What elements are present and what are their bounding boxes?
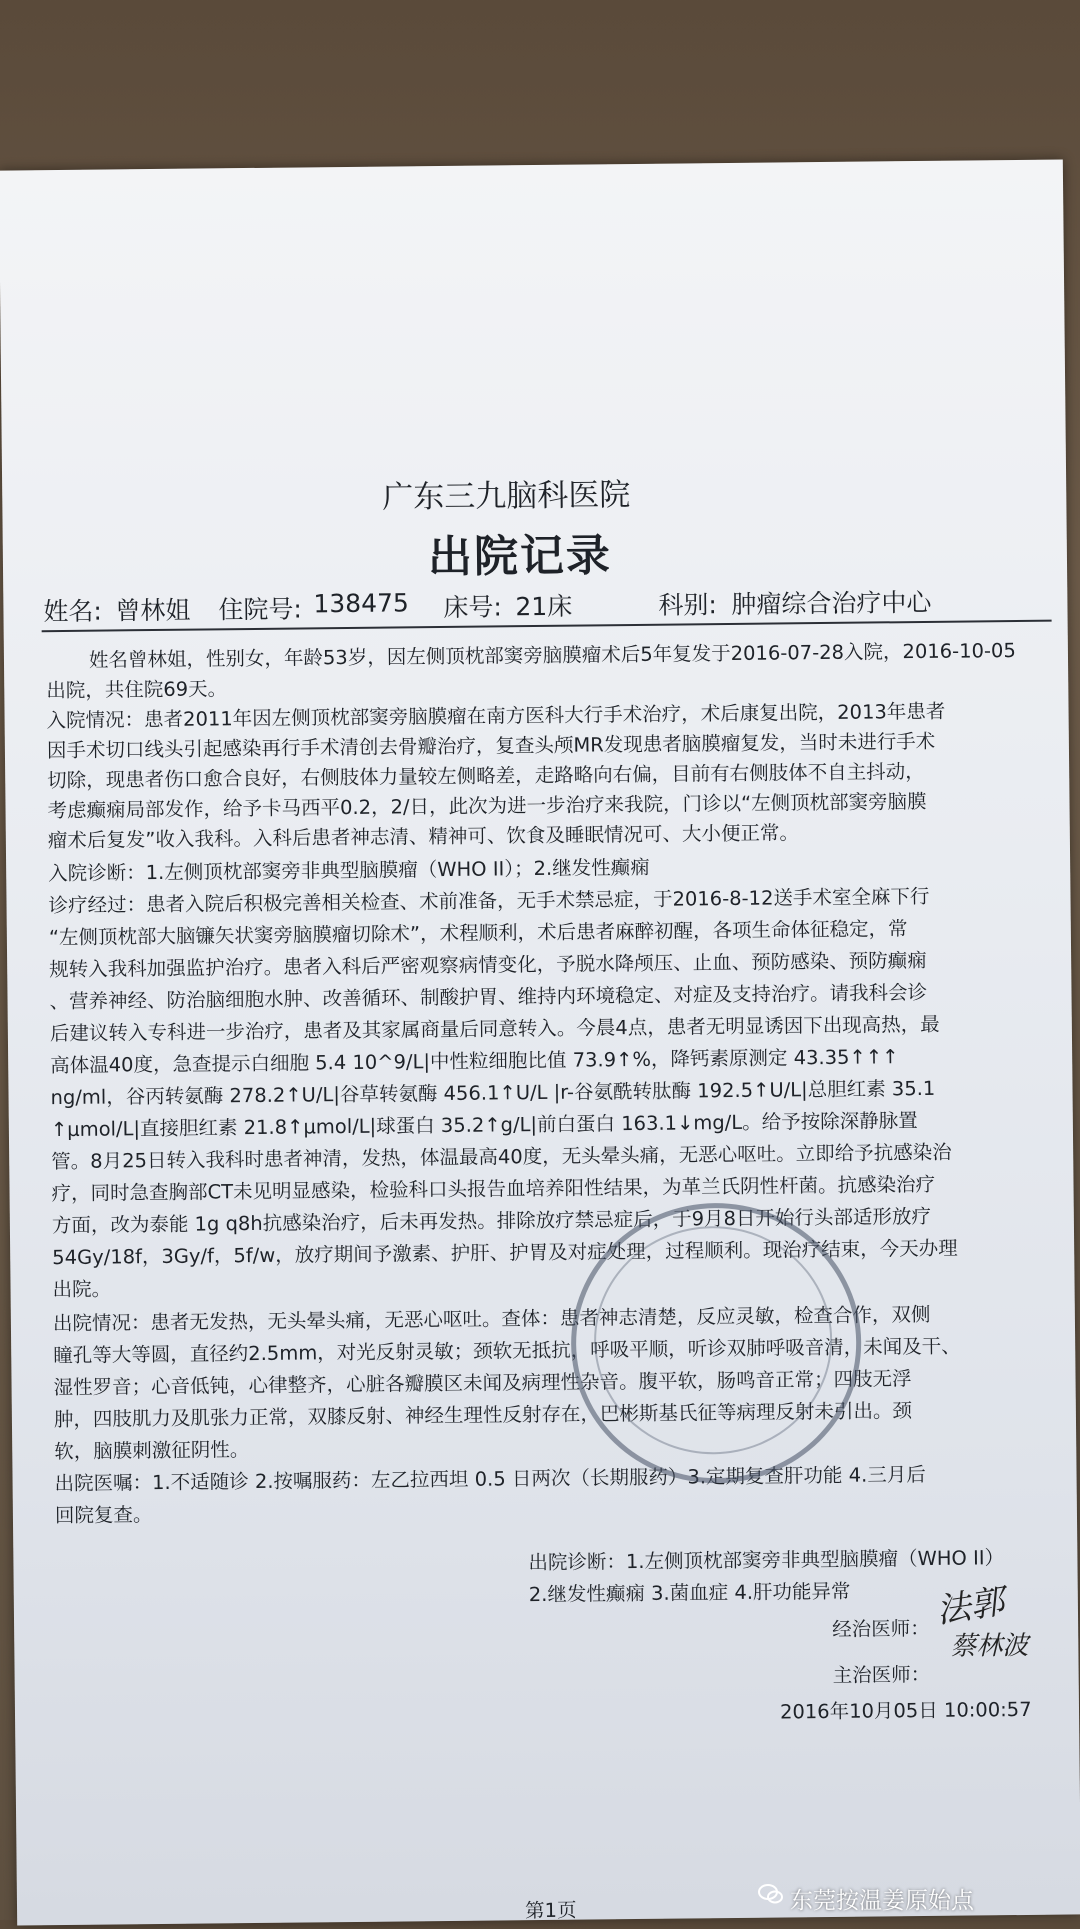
body-line: 入院情况：患者2011年因左侧顶枕部窦旁脑膜瘤在南方医科大行手术治疗，术后康复出院，2013年患者	[46, 699, 946, 733]
discharge-diagnosis-line1: 出院诊断：1.左侧顶枕部窦旁非典型脑膜瘤（WHO II）	[528, 1546, 1005, 1575]
chief-label: 主治医师：	[832, 1662, 931, 1687]
body-line: 肿，四肢肌力及肌张力正常，双膝反射、神经生理性反射存在，巴彬斯基氏征等病理反射未引出。颈	[53, 1399, 913, 1432]
hospital-seal	[570, 1202, 863, 1485]
body-line: 入院诊断：1.左侧顶枕部窦旁非典型脑膜瘤（WHO II）；2.继发性癫痫	[48, 855, 650, 886]
discharge-diagnosis-line2: 2.继发性癫痫 3.菌血症 4.肝功能异常	[528, 1579, 851, 1607]
body-line: 、营养神经、防治脑细胞水肿、改善循环、制酸护胃、维持内环境稳定、对症及支持治疗。请我科会诊	[49, 980, 928, 1014]
body-line: 软，脑膜刺激征阴性。	[54, 1438, 250, 1464]
body-line: 后建议转入专科进一步治疗，患者及其家属商量后同意转入。今晨4点，患者无明显诱因下出现高热，最	[49, 1012, 940, 1046]
body-line: 姓名曾林姐，性别女，年龄53岁，因左侧顶枕部窦旁脑膜瘤术后5年复发于2016-07-28入院，2016-10-05	[88, 638, 1016, 672]
body-line: 54Gy/18f，3Gy/f，5f/w，放疗期间予激素、护肝、护胃及对症处理，过程顺利。现治疗结束，今天办理	[52, 1236, 958, 1270]
watermark: 东莞按温姜原始点	[790, 1888, 974, 1914]
body-line: 湿性罗音；心音低钝，心律整齐，心脏各瓣膜区未闻及病理性杂音。腹平软，肠鸣音正常；四肢无浮	[53, 1367, 912, 1400]
document-title: 出院记录	[427, 530, 613, 584]
document-page	[0, 159, 1080, 1925]
body-line: 高体温40度，急查提示白细胞 5.4 10^9/L|中性粒细胞比值 73.9↑%，降钙素原测定 43.35↑↑↑	[50, 1045, 899, 1078]
name-label: 姓名:	[43, 596, 103, 627]
body-line: 考虑癫痫局部发作，给予卡马西平0.2，2/日，此次为进一步治疗来我院，门诊以“左侧顶枕部窦旁脑膜	[47, 789, 927, 823]
body-line: 管。8月25日转入我科时患者神清，发热，体温最高40度，无头晕头痛，无恶心呕吐。立即给予抗感染治	[51, 1140, 952, 1174]
body-line: 规转入我科加强监护治疗。患者入科后严密观察病情变化，予脱水降颅压、止血、预防感染、预防癫痫	[49, 948, 927, 982]
attending-signature: 法郭	[933, 1581, 1008, 1632]
body-line: 瞳孔等大等圆，直径约2.5mm，对光反射灵敏；颈软无抵抗，呼吸平顺，听诊双肺呼吸音清，未闻及干、	[53, 1334, 961, 1368]
bed-no: 21床	[515, 591, 573, 622]
body-line: 疗，同时急查胸部CT未见明显感染，检验科口头报告血培养阳性结果，为革兰氏阴性杆菌。抗感染治疗	[51, 1172, 936, 1206]
body-line: 诊疗经过：患者入院后积极完善相关检查、术前准备，无手术禁忌症，于2016-8-12送手术室全麻下行	[48, 884, 930, 918]
body-line: 因手术切口线头引起感染再行手术清创去骨瓣治疗，复查头颅MR发现患者脑膜瘤复发，当时未进行手术	[46, 729, 936, 763]
attending-label: 经治医师：	[832, 1616, 930, 1641]
bed-label: 床号:	[443, 592, 503, 622]
body-line: “左侧顶枕部大脑镰矢状窦旁脑膜瘤切除术”，术程顺利，术后患者麻醉初醒，各项生命体征稳定，常	[48, 917, 908, 950]
body-line: 切除，现患者伤口愈合良好，右侧肢体力量较左侧略差，走路略向右偏，目前有右侧肢体不自主抖动，	[47, 759, 925, 793]
body-line: 回院复查。	[54, 1503, 153, 1528]
chat-icon	[758, 1883, 784, 1905]
body-line: 出院。	[52, 1277, 112, 1302]
dept-label: 科别:	[658, 590, 718, 620]
hospital-name: 广东三九脑科医院	[382, 477, 631, 516]
record-datetime: 2016年10月05日 10:00:57	[779, 1697, 1032, 1724]
body-line: ↑μmol/L|直接胆红素 21.8↑μmol/L|球蛋白 35.2↑g/L|前白蛋白 163.1↓mg/L。给予按除深静脉置	[50, 1109, 918, 1142]
chief-signature: 蔡林波	[950, 1630, 1029, 1662]
patient-name: 曾林姐	[115, 595, 191, 626]
page-number: 第1页	[524, 1898, 577, 1923]
body-line: 出院情况：患者无发热，无头晕头痛，无恶心呕吐。查体：患者神志清楚，反应灵敏，检查合作，双侧	[52, 1302, 931, 1336]
admission-no-label: 住院号:	[218, 594, 303, 625]
body-line: 出院医嘱：1.不适随诊 2.按嘱服药：左乙拉西坦 0.5 日两次（长期服药）3.定期复查肝功能 4.三月后	[54, 1462, 926, 1496]
body-line: 瘤术后复发”收入我科。入科后患者神志清、精神可、饮食及睡眠情况可、大小便正常。	[47, 821, 800, 853]
admission-no: 138475	[313, 588, 409, 619]
body-line: 方面，改为泰能 1g q8h抗感染治疗，后未再发热。排除放疗禁忌症后，于9月8日开始行头部适形放疗	[51, 1204, 932, 1238]
body-line: 出院，共住院69天。	[46, 677, 228, 703]
body-line: ng/ml，谷丙转氨酶 278.2↑U/L|谷草转氨酶 456.1↑U/L |r-谷氨酰转肽酶 192.5↑U/L|总胆红素 35.1	[50, 1076, 936, 1110]
dept-name: 肿瘤综合治疗中心	[731, 587, 932, 619]
